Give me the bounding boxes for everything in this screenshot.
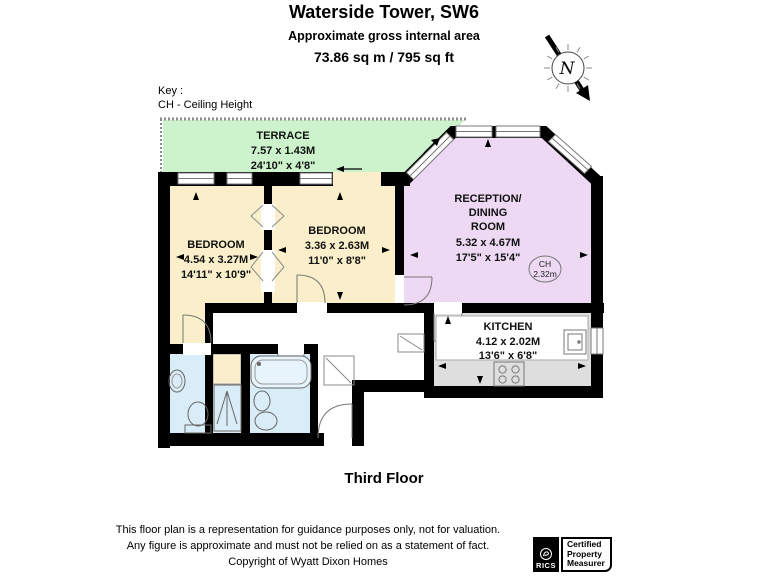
appliance-icon — [564, 330, 586, 354]
kitchen-imperial: 13'6" x 6'8" — [478, 350, 538, 362]
badge-line-2: Property — [567, 548, 602, 559]
ceiling-height-marker — [529, 256, 561, 282]
rics-certification-badge — [533, 537, 612, 572]
bedroom1-metric: 4.54 x 3.27M — [183, 254, 249, 266]
reception-metric: 5.32 x 4.67M — [455, 237, 521, 249]
rics-lion-icon — [539, 547, 553, 561]
ch-value: 2.32m — [533, 269, 557, 279]
reception-imperial: 17'5" x 15'4" — [455, 252, 521, 264]
gross-internal-area: 73.86 sq m / 795 sq ft — [313, 49, 455, 65]
ch-label: CH — [538, 259, 552, 269]
key-item-ceiling-height: CH - Ceiling Height — [158, 99, 253, 111]
bedroom2-metric: 3.36 x 2.63M — [304, 240, 370, 252]
entrance-door — [318, 404, 352, 438]
disclaimer-line-1: This floor plan is a representation for guidance purposes only, not for valuation. — [115, 524, 501, 536]
terrace-name: TERRACE — [256, 130, 310, 142]
hall-cupboard-area — [213, 354, 241, 384]
rics-wordmark: RICS — [536, 561, 556, 570]
compass-north-letter: N — [559, 59, 575, 79]
hall-cupboards — [324, 334, 424, 385]
badge-line-3: Measurer — [567, 558, 605, 569]
rics-logo — [533, 537, 559, 572]
bedroom2-imperial: 11'0" x 8'8" — [308, 255, 366, 267]
key-label: Key : — [158, 85, 184, 97]
copyright-line: Copyright of Wyatt Dixon Homes — [228, 556, 388, 568]
certified-property-measurer-label — [561, 537, 612, 572]
disclaimer-line-2: Any figure is approximate and must not be relied on as a statement of fact. — [126, 540, 490, 552]
floor-label: Third Floor — [344, 470, 424, 487]
disclaimer — [0, 522, 616, 570]
kitchen-name: KITCHEN — [483, 321, 533, 333]
kitchen-metric: 4.12 x 2.02M — [475, 336, 541, 348]
bedroom2-name: BEDROOM — [308, 225, 366, 237]
reception-name-2: DINING — [468, 207, 508, 219]
terrace-imperial: 24'10" x 4'8" — [250, 160, 316, 172]
badge-line-1: Certified — [567, 539, 602, 550]
north-compass-icon — [544, 36, 592, 101]
reception-name-3: ROOM — [470, 221, 506, 233]
bedroom1-name: BEDROOM — [187, 239, 245, 251]
terrace-metric: 7.57 x 1.43M — [250, 145, 316, 157]
page-title: Waterside Tower, SW6 — [288, 2, 480, 22]
reception-name-1: RECEPTION/ — [454, 193, 522, 205]
bedroom1-imperial: 14'11" x 10'9" — [180, 269, 252, 281]
page-subtitle: Approximate gross internal area — [288, 29, 480, 43]
